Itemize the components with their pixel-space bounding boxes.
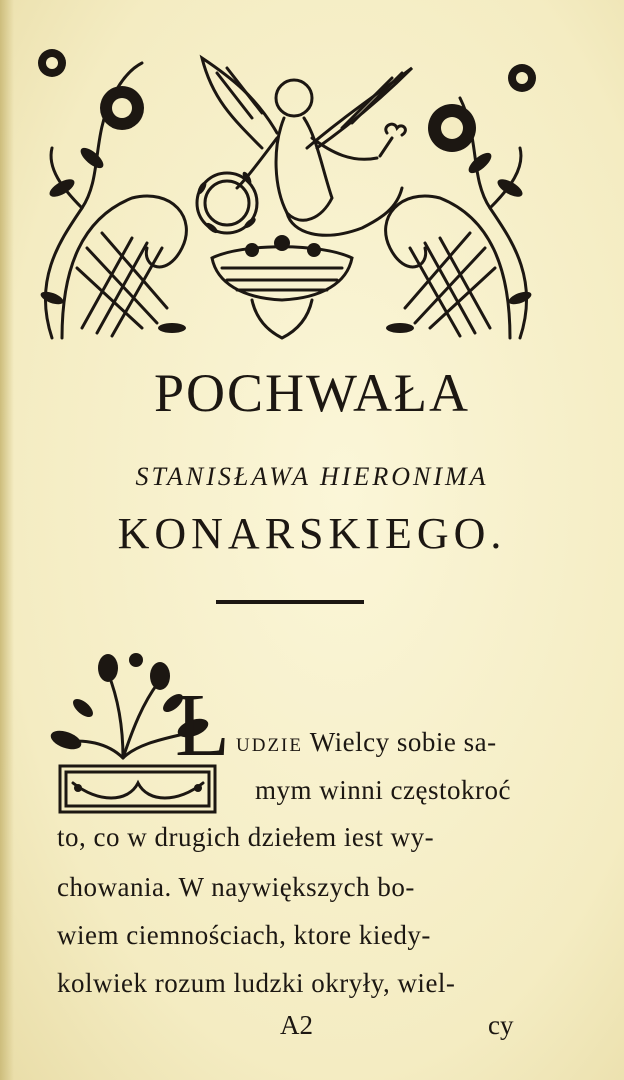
text-line-1 [236,727,497,758]
text-line-3: to, co w drugich dziełem iest wy- [57,822,435,852]
text-line-2: mym winni częstokroć [255,775,511,805]
signature-mark: A2 [280,1010,313,1040]
text-line-4: chowania. W naywiększych bo- [57,872,415,902]
text-line-5: wiem ciemnościach, ktore kiedy- [57,920,431,950]
text-line-1-rest: Wielcy sobie sa- [309,727,497,757]
first-word-small-caps: UDZIE [236,735,303,756]
page-title: POCHWAŁA [153,363,470,423]
ornamental-headpiece [22,38,550,343]
text-line-6: kolwiek rozum ludzki okryły, wiel- [57,968,456,998]
title-surname: KONARSKIEGO. [117,509,507,558]
drop-cap-letter: L [175,676,230,775]
catchword: cy [488,1010,514,1040]
subtitle: STANISŁAWA HIERONIMA [135,462,489,491]
title-divider-rule [216,600,364,604]
